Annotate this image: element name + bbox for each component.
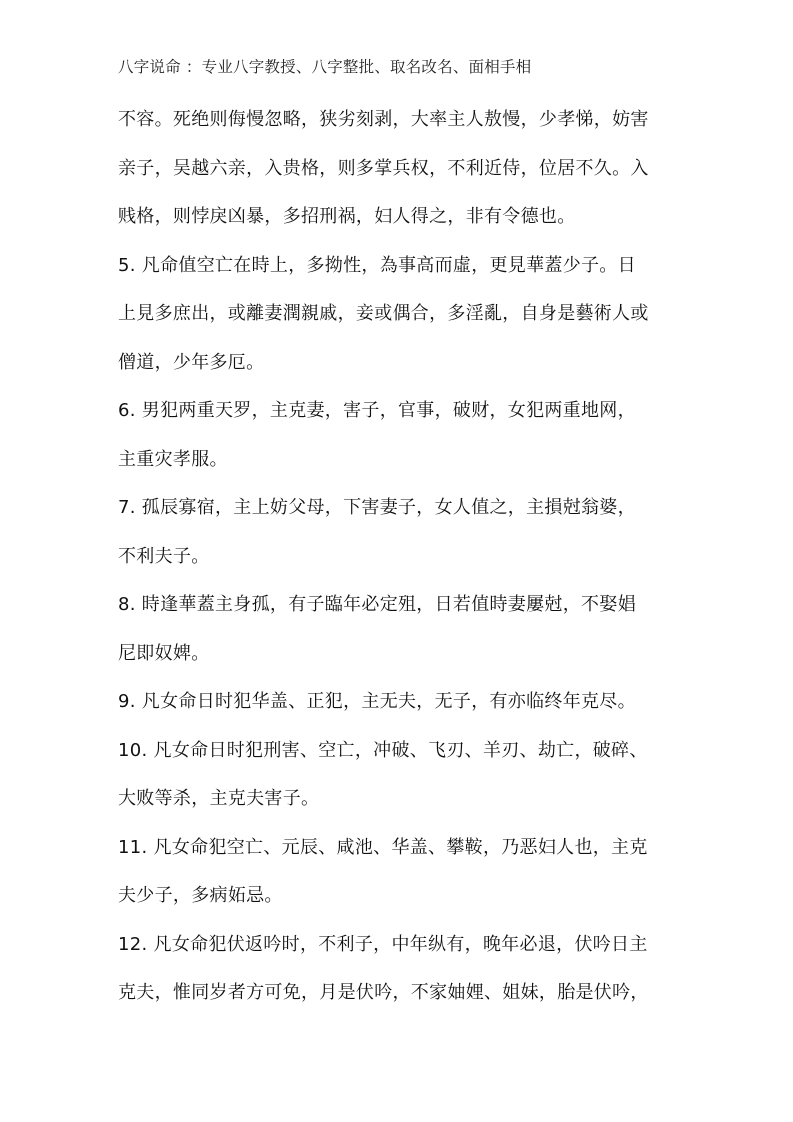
text-line: 主重灾孝服。 [118,448,228,470]
page-header: 八字说命 ：专业八字教授、八字整批、取名改名、面相手相 [118,58,532,76]
text-line: 贱格，则悖戾凶暴，多招刑祸，妇人得之，非有令德也。 [118,206,576,227]
text-line: 11. 凡女命犯空亡、元辰、咸池、华盖、攀鞍，乃恶妇人也，主克 [118,836,648,858]
text-line: 7. 孤辰寡宿，主上妨父母，下害妻子，女人值之，主損尅翁婆， [118,497,636,518]
text-line: 9. 凡女命日时犯华盖、正犯，主无夫，无子，有亦临终年克尽。 [118,691,636,712]
text-line: 僧道，少年多厄。 [118,351,265,373]
text-line: 大败等杀，主克夫害子。 [118,788,320,809]
text-line: 上見多庶出，或離妻潤親戚，妾或偶合，多淫亂，自身是藝術人或 [118,303,649,324]
text-line: 5. 凡命值空亡在時上，多拗性，為事高而虛，更見華蓋少子。日 [118,254,636,276]
text-line: 尼即奴婢。 [118,642,210,664]
text-line: 夫少子，多病妬忌。 [118,885,283,906]
text-line: 不利夫子。 [118,545,210,567]
text-line: 6. 男犯两重天罗，主克妻，害子，官事，破财，女犯两重地网， [118,400,636,421]
document-body [118,104,678,1026]
text-line: 8. 時逢華蓋主身孤，有子臨年必定殂，日若值時妻屢尅，不娶娼 [118,594,636,615]
text-line: 亲子，吴越六亲，入贵格，则多掌兵权，不利近侍，位居不久。入 [118,157,649,179]
text-line: 10. 凡女命日时犯刑害、空亡，冲破、飞刃、羊刃、劫亡，破碎、 [118,739,648,761]
text-line: 不容。死绝则侮慢忽略，狭劣刻剥，大率主人敖慢，少孝悌，妨害 [118,109,649,130]
text-line: 克夫，惟同岁者方可免，月是伏吟，不家妯娌、姐妹，胎是伏吟， [118,982,649,1003]
text-line: 12. 凡女命犯伏返吟时，不利子，中年纵有，晚年必退，伏吟日主 [118,933,648,955]
